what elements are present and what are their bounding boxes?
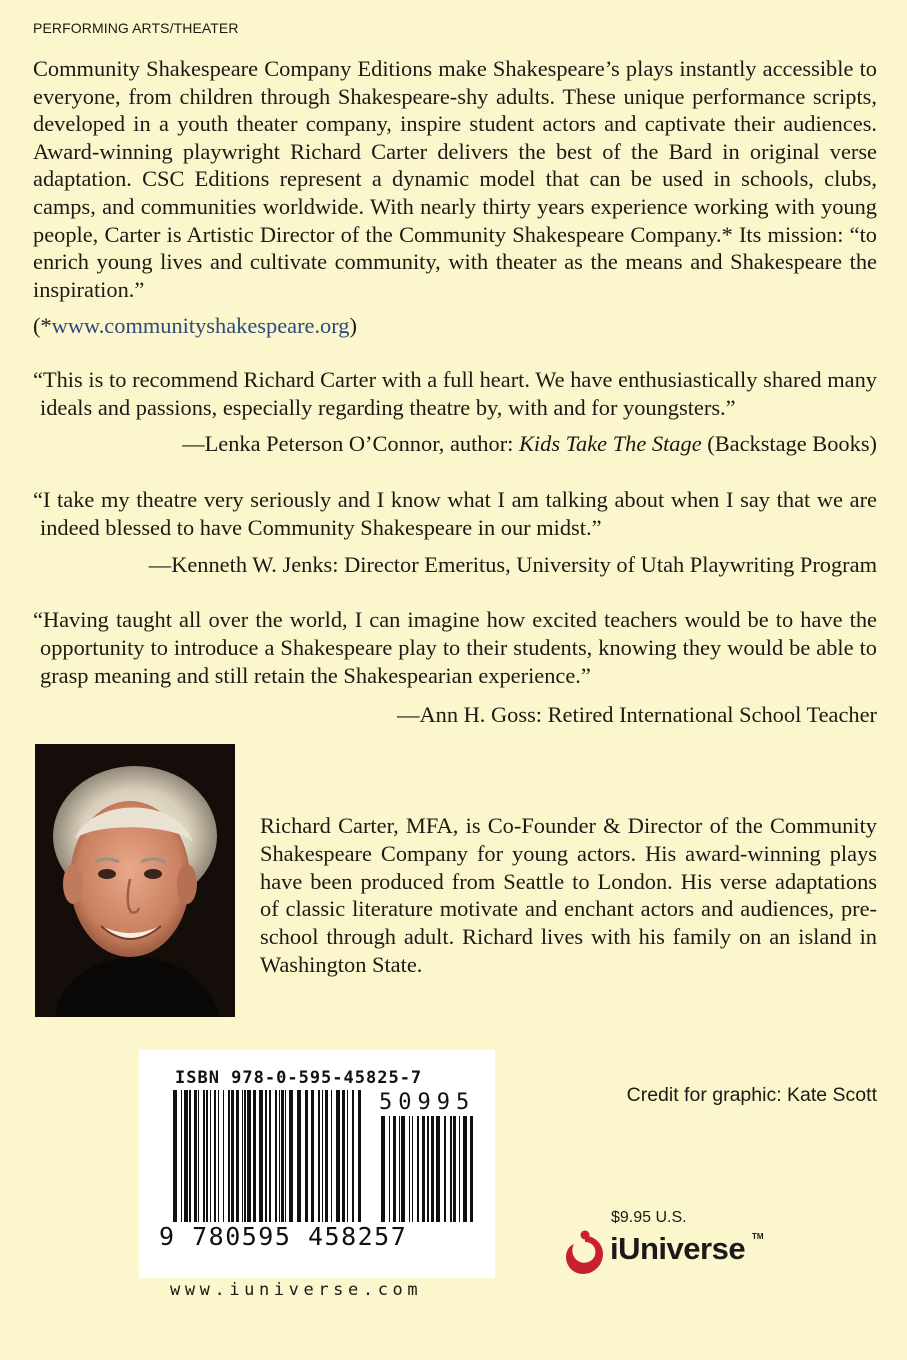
quote-1-attribution <box>182 430 877 458</box>
barcode-bar <box>297 1090 301 1222</box>
barcode-bar <box>214 1090 216 1222</box>
barcode-bar <box>352 1090 354 1222</box>
barcode-bar <box>218 1090 219 1222</box>
barcode-bar <box>322 1090 323 1222</box>
barcode-bar <box>427 1116 429 1222</box>
barcode-bar <box>269 1090 271 1222</box>
barcode-bar <box>325 1090 328 1222</box>
barcode-bar <box>436 1116 440 1222</box>
barcode-bar <box>198 1090 199 1222</box>
barcode-bar <box>389 1116 390 1222</box>
barcode-bar <box>281 1090 284 1222</box>
barcode-bar <box>203 1090 205 1222</box>
barcode-bar <box>444 1116 446 1222</box>
barcode-bar <box>223 1090 224 1222</box>
barcode-bar <box>259 1090 263 1222</box>
barcode-bar <box>336 1090 340 1222</box>
barcode <box>139 1050 495 1278</box>
attribution-pre: —Lenka Peterson O’Connor, author: <box>182 431 519 456</box>
publisher-website[interactable]: www.iuniverse.com <box>170 1280 423 1300</box>
barcode-bars <box>173 1090 363 1222</box>
barcode-bar <box>305 1090 308 1222</box>
trademark-symbol: TM <box>752 1232 764 1241</box>
barcode-bar <box>450 1116 452 1222</box>
barcode-bar <box>401 1116 405 1222</box>
barcode-bar <box>228 1090 230 1222</box>
link-open: (* <box>33 313 52 338</box>
barcode-addon-digits: 50995 <box>379 1090 476 1115</box>
price: $9.95 U.S. <box>611 1209 687 1226</box>
barcode-digits: 9 780595 458257 <box>159 1222 408 1251</box>
barcode-bar <box>265 1090 267 1222</box>
isbn-label: ISBN 978-0-595-45825-7 <box>175 1068 423 1088</box>
barcode-bar <box>275 1090 277 1222</box>
barcode-bar <box>463 1116 467 1222</box>
barcode-bar <box>412 1116 413 1222</box>
barcode-bar <box>453 1116 456 1222</box>
barcode-bar <box>399 1116 400 1222</box>
author-bio: Richard Carter, MFA, is Co-Founder & Director of the Community Shakespeare Company for young actors. His award-winning plays have been produced from Seattle to London. His verse adaptations of classic literature motivate and enchant actors and audiences, pre-school through adult. Richard lives with his family on an island in Washington State. <box>260 813 877 977</box>
iuniverse-logo-icon <box>564 1230 606 1276</box>
barcode-bar <box>181 1090 182 1222</box>
barcode-bar <box>347 1090 348 1222</box>
barcode-bar <box>210 1090 211 1222</box>
book-description: Community Shakespeare Company Editions make Shakespeare’s plays instantly accessible to everyone, from children through Shakespeare-shy adults. These unique performance scripts, developed in a youth theater company, inspire student actors and captivate their audiences. Award-winning playwright Richard Carter delivers the best of the Bard in original verse adaptation. CSC Editions represent a dynamic model that can be used in schools, clubs, camps, and communities worldwide. With nearly thirty years experience working with young people, Carter is Artistic Director of the Community Shakespeare Company.* Its mission: “to enrich young lives and cultivate community, with theater as the means and Shakespeare the inspiration.” <box>33 56 877 302</box>
barcode-bar <box>459 1116 460 1222</box>
community-shakespeare-link[interactable]: www.communityshakespeare.org <box>51 313 350 338</box>
publisher-name: iUniverse <box>610 1231 746 1266</box>
barcode-bar <box>358 1090 361 1222</box>
barcode-bar <box>173 1090 177 1222</box>
quote-3-attribution: —Ann H. Goss: Retired International School Teacher <box>397 702 877 727</box>
barcode-bar <box>393 1116 396 1222</box>
barcode-bar <box>206 1090 208 1222</box>
quote-3: “Having taught all over the world, I can imagine how excited teachers would be to have the opportunity to introduce a Shakespeare play to their students, knowing they would be able to grasp meaning and still retain the Shakespearian experience.” <box>33 607 877 688</box>
barcode-bar <box>189 1090 191 1222</box>
barcode-bar <box>331 1090 332 1222</box>
barcode-bar <box>247 1090 251 1222</box>
barcode-bar <box>422 1116 425 1222</box>
barcode-bar <box>231 1090 234 1222</box>
barcode-bar <box>311 1090 314 1222</box>
barcode-bar <box>285 1090 286 1222</box>
attribution-post: (Backstage Books) <box>701 431 877 456</box>
author-photo <box>35 744 235 1017</box>
barcode-bar <box>417 1116 419 1222</box>
website-reference <box>33 312 357 340</box>
barcode-bar <box>470 1116 473 1222</box>
barcode-bar <box>289 1090 293 1222</box>
barcode-bar <box>253 1090 256 1222</box>
author-portrait-image <box>35 744 235 1017</box>
barcode-bar <box>279 1090 280 1222</box>
quote-2-attribution: —Kenneth W. Jenks: Director Emeritus, University of Utah Playwriting Program <box>148 552 877 577</box>
barcode-bar <box>409 1116 410 1222</box>
barcode-addon-bars <box>381 1116 473 1222</box>
book-title: Kids Take The Stage <box>518 431 702 456</box>
quote-2: “I take my theatre very seriously and I know what I am talking about when I say that we are indeed blessed to have Community Shakespeare in our midst.” <box>33 487 877 540</box>
barcode-bar <box>244 1090 246 1222</box>
quote-1: “This is to recommend Richard Carter with a full heart. We have enthusiastically shared many ideals and passions, especially regarding theatre by, with and for youngsters.” <box>33 367 877 420</box>
graphic-credit: Credit for graphic: Kate Scott <box>626 1084 877 1106</box>
barcode-bar <box>342 1090 345 1222</box>
barcode-bar <box>431 1116 434 1222</box>
barcode-bar <box>184 1090 188 1222</box>
barcode-bar <box>194 1090 197 1222</box>
link-close: ) <box>349 313 357 338</box>
category-label: PERFORMING ARTS/THEATER <box>33 20 239 36</box>
barcode-bar <box>242 1090 243 1222</box>
barcode-bar <box>318 1090 320 1222</box>
barcode-bar <box>381 1116 385 1222</box>
barcode-bar <box>236 1090 239 1222</box>
